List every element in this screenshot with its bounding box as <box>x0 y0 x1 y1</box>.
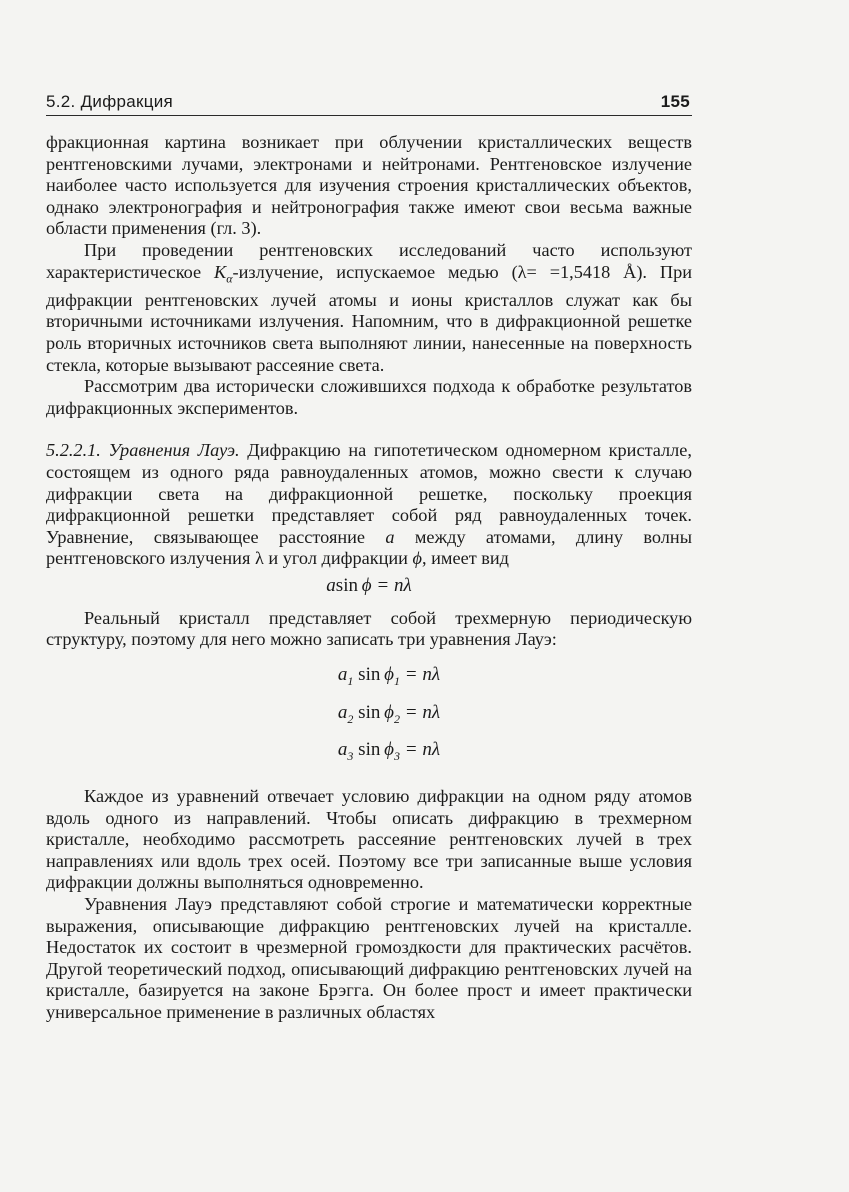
subsection-heading: 5.2.2.1. Уравнения Лауэ. <box>46 440 240 461</box>
paragraph-4-text-c: и угол дифракции <box>263 548 413 569</box>
eq-sin: sin <box>358 701 381 723</box>
eq-index: 1 <box>347 673 354 688</box>
eq-phi: ϕ <box>361 574 372 596</box>
eq-phi-index: 2 <box>394 711 401 726</box>
section-title: 5.2. Дифракция <box>46 92 174 111</box>
equation-row-1 <box>86 659 692 697</box>
paragraph-2-text-b: -излучение, испускаемое медью (λ= =1,5418 Å). При дифракции рентгеновских лучей атомы и ионы кристаллов служат как бы вторичными источниками излучения. Напомним, что в дифракционной решетке роль вторичных источников света выполняют линии, нанесенные на поверхность стекла, которые вызывают рассеяние света. <box>46 261 692 375</box>
paragraph-4-text-a: Дифракцию на гипотетическом одномерном кристалле, состоящем из одного ряда равноудаленных атомов, можно свести к случаю дифракции света на дифракционной решетке, поскольку проекция дифракционной решетки представляет собой ряд равноудаленных точек. Уравнение, связывающее расстояние <box>46 440 692 547</box>
eq-var: a <box>337 739 348 761</box>
equation-laue-1d <box>46 575 692 597</box>
paragraph-2-text-a: При проведении рентгеновских исследований часто используют характеристическое <box>46 239 692 282</box>
paragraph-4 <box>46 440 692 570</box>
eq-rhs: = nλ <box>400 701 441 723</box>
eq-rhs: = nλ <box>371 574 412 596</box>
eq-var: a <box>337 663 348 685</box>
eq-sin: sin <box>358 663 381 685</box>
equation-row-2 <box>86 697 692 735</box>
paragraph-4-text-d: , имеет вид <box>421 548 509 569</box>
paragraph-2 <box>46 240 692 376</box>
page-body <box>46 132 692 1024</box>
page-number: 155 <box>660 92 690 111</box>
equation-system <box>86 659 692 772</box>
eq-index: 2 <box>347 711 354 726</box>
phi-symbol: ϕ <box>412 548 422 569</box>
paragraph-6: Каждое из уравнений отвечает условию дифракции на одном ряду атомов вдоль одного из направлений. Чтобы описать дифракцию в трехмерном кристалле, необходимо рассмотреть рассеяние рентгеновских лучей в трех направлениях или вдоль трех осей. Поэтому все три записанные выше условия дифракции должны выполняться одновременно. <box>46 786 692 893</box>
running-header <box>46 88 692 116</box>
section-gap <box>46 419 692 440</box>
paragraph-5: Реальный кристалл представляет собой трехмерную периодическую структуру, поэтому для него можно записать три уравнения Лауэ: <box>46 607 692 650</box>
paragraph-7: Уравнения Лауэ представляют собой строгие и математически корректные выражения, описывающие дифракцию рентгеновских лучей на кристалле. Недостаток их состоит в чрезмерной громоздкости для практических расчётов. Другой теоретический подход, описывающий дифракцию рентгеновских лучей на кристалле, базируется на законе Брэгга. Он более прост и имеет практически универсальное применение в различных областях <box>46 894 692 1023</box>
eq-phi-index: 1 <box>394 673 401 688</box>
eq-rhs: = nλ <box>400 739 441 761</box>
paragraph-4-text-b: между атомами, длину волны рентгеновского излучения <box>46 526 692 569</box>
eq-sin: sin <box>335 574 358 596</box>
var-a: a <box>385 526 395 547</box>
k-subscript: α <box>226 271 233 286</box>
k-letter: K <box>214 261 227 282</box>
k-alpha-symbol <box>214 261 233 286</box>
eq-rhs: = nλ <box>400 663 441 685</box>
eq-sin: sin <box>358 739 381 761</box>
equation-row-3 <box>86 734 692 772</box>
eq-phi: ϕ <box>384 701 395 723</box>
lambda-symbol: λ <box>254 548 264 569</box>
eq-phi: ϕ <box>384 663 395 685</box>
eq-index: 3 <box>347 749 354 764</box>
eq-phi-index: 3 <box>394 749 401 764</box>
eq-phi: ϕ <box>384 739 395 761</box>
eq-var: a <box>326 574 336 596</box>
eq-var: a <box>337 701 348 723</box>
paragraph-1: фракционная картина возникает при облучении кристаллических веществ рентгеновскими лучами, электронами и нейтронами. Рентгеновское излучение наиболее часто используется для изучения строения кристаллических объектов, однако электронография и нейтронография также имеют свои весьма важные области применения (гл. 3). <box>46 132 692 239</box>
paragraph-3: Рассмотрим два исторически сложившихся подхода к обработке результатов дифракционных экспериментов. <box>46 376 692 418</box>
book-page <box>46 88 692 1024</box>
